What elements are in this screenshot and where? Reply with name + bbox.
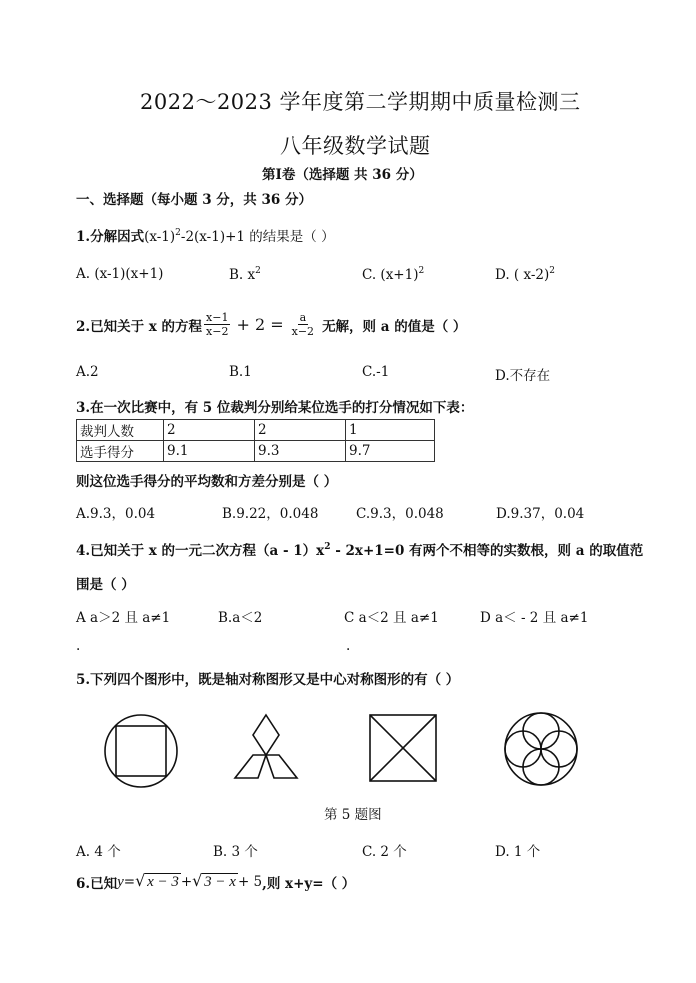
q3-option-a: A.9.3，0.04 <box>76 506 156 522</box>
stray-dot: . <box>76 638 81 654</box>
q3-option-d: D.9.37，0.04 <box>496 506 585 522</box>
figure-three-rhombuses <box>235 715 297 778</box>
exam-title: 2022～2023 学年度第二学期期中质量检测三 <box>140 90 581 114</box>
section-heading: 一、选择题（每小题 3 分，共 36 分） <box>76 192 312 208</box>
question-3-stem-2: 则这位选手得分的平均数和方差分别是（ ） <box>76 474 338 490</box>
q4-option-c: C a＜2 且 a≠1 <box>344 610 439 626</box>
question-1-stem: 1.分解因式$(x-1)^2-2(x-1)+1$ 的结果是（ ） <box>76 228 335 245</box>
q4-option-b: B.a＜2 <box>218 610 263 626</box>
figure-square-with-diagonals <box>370 715 436 781</box>
question-2-stem: 2.已知关于 x 的方程 $\frac{x-1}{x-2}$ + 2 = $\frac{a}{x-2}$ 无解，则 a 的值是（ ） <box>76 311 467 338</box>
table-cell: 9.1 <box>164 441 255 462</box>
score-table <box>76 419 435 462</box>
q1-option-d: D. ( x-2)$^2$ <box>495 266 556 283</box>
question-4-stem-2: 围是（ ） <box>76 577 135 593</box>
table-cell: 1 <box>346 420 435 441</box>
square-root-1: √ x − 3 <box>135 870 179 890</box>
table-cell: 2 <box>164 420 255 441</box>
question-5-stem: 5.下列四个图形中，既是轴对称图形又是中心对称图形的有（ ） <box>76 672 460 688</box>
q5-option-c: C. 2 个 <box>362 844 407 860</box>
table-cell: 9.7 <box>346 441 435 462</box>
table-cell: 选手得分 <box>77 441 164 462</box>
square-root-2: √ 3 − x <box>192 870 236 890</box>
stray-dot: . <box>346 638 351 654</box>
q3-option-c: C.9.3，0.048 <box>356 506 444 522</box>
exam-subtitle: 八年级数学试题 <box>280 134 431 158</box>
question-4-stem: 4.已知关于 x 的一元二次方程$(a - 1)x^2 - 2x+1=0$ 有两个不相等的实数根，则 a 的取值范 <box>76 542 644 559</box>
table-cell: 裁判人数 <box>77 420 164 441</box>
q1-option-b: B. $x^2$ <box>229 266 261 283</box>
q5-option-d: D. 1 个 <box>495 844 541 860</box>
q4-option-d: D a＜ - 2 且 a≠1 <box>480 610 589 626</box>
table-cell: 2 <box>255 420 346 441</box>
figure-circle-with-four-petals <box>505 713 577 785</box>
q1-option-a: A. (x-1)(x+1) <box>76 266 164 282</box>
question-3-stem: 3.在一次比赛中，有 5 位裁判分别给某位选手的打分情况如下表： <box>76 400 474 416</box>
q2-option-b: B.1 <box>229 364 252 380</box>
figure-circle-with-square <box>105 715 177 787</box>
fraction-1: $\frac{x-1}{x-2}$ <box>206 311 229 338</box>
q2-option-a: A.2 <box>76 364 99 380</box>
q1-option-c: C. $(x+1)^2$ <box>362 266 425 283</box>
q5-option-b: B. 3 个 <box>213 844 258 860</box>
q4-option-a: A a＞2 且 a≠1 <box>76 610 171 626</box>
figure-caption: 第 5 题图 <box>324 807 382 823</box>
table-cell: 9.3 <box>255 441 346 462</box>
table-row <box>77 420 435 441</box>
volume-heading: 第Ⅰ卷（选择题 共 36 分） <box>262 167 423 183</box>
question-6-stem: 6.已知 y = √ x − 3 + √ 3 − x + 5 ,则 x+y=（ ） <box>76 870 356 892</box>
q2-option-c: C.-1 <box>362 364 390 380</box>
q3-option-b: B.9.22，0.048 <box>222 506 319 522</box>
q5-option-a: A. 4 个 <box>76 844 121 860</box>
fraction-2: $\frac{a}{x-2}$ <box>291 311 315 338</box>
q5-figures <box>0 700 696 800</box>
q2-option-d: D.不存在 <box>495 368 551 384</box>
table-row <box>77 441 435 462</box>
